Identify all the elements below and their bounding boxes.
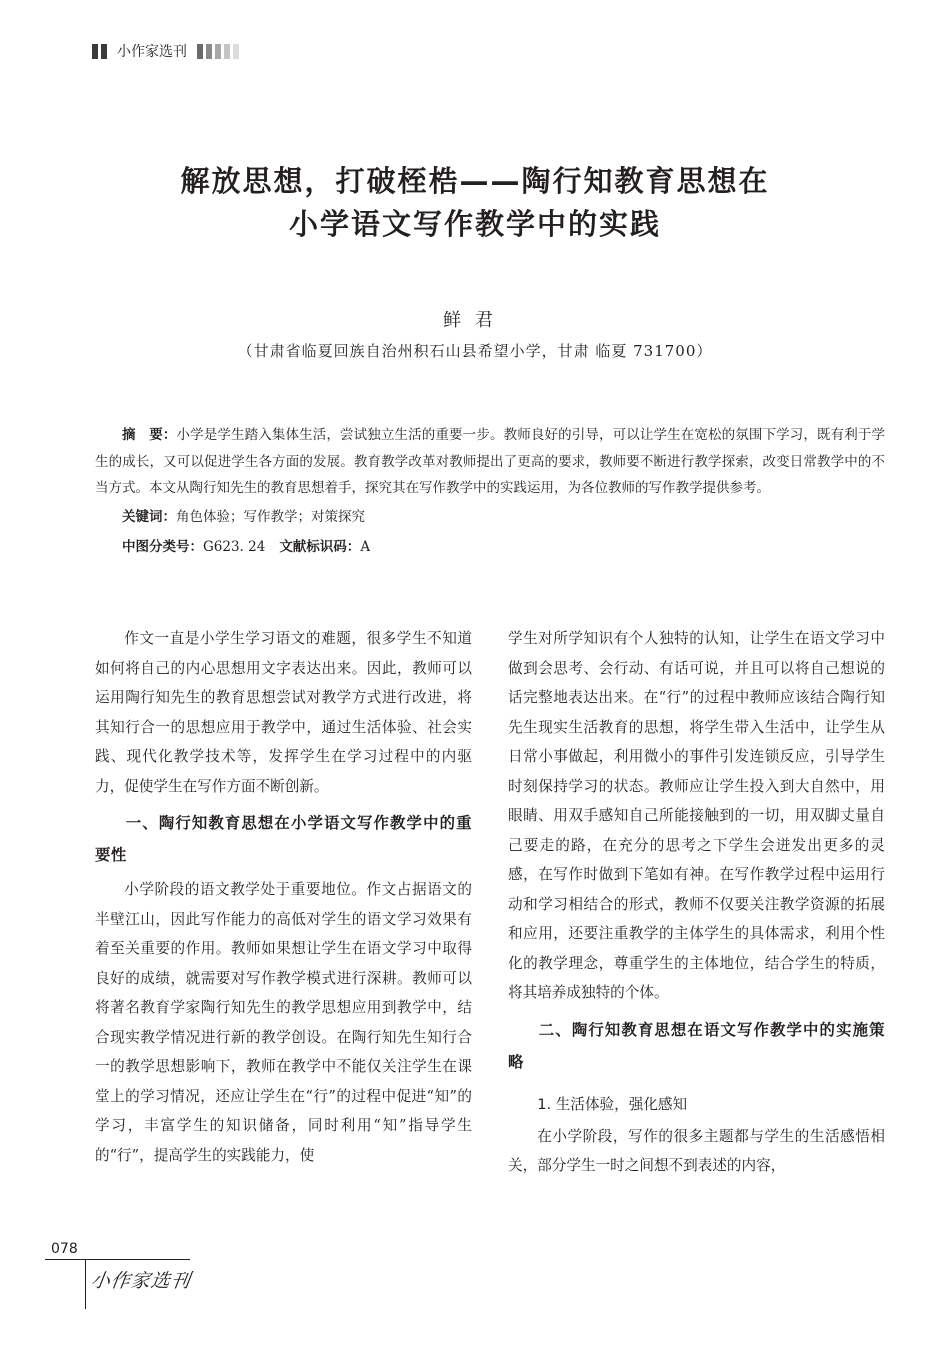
keywords-line bbox=[95, 502, 885, 532]
clc-value: G623. 24 bbox=[203, 538, 266, 555]
section-1-paragraph: 小学阶段的语文教学处于重要地位。作文占据语文的半壁江山，因此写作能力的高低对学生的语文学习效果有着至关重要的作用。教师如果想让学生在语文学习中取得良好的成绩，就需要对写作教学模式进行深耕。教师可以将著名教育学家陶行知先生的教学思想应用到教学中，结合现实教学情况进行新的教学创设。在陶行知先生知行合一的教学思想影响下，教师在教学中不能仅关注学生在课堂上的学习情况，还应让学生在“行”的过程中促进“知”的学习，丰富学生的知识储备，同时利用“知”指导学生的“行”，提高学生的实践能力，使 bbox=[95, 881, 472, 1164]
keywords-text: 角色体验；写作教学；对策探究 bbox=[176, 508, 365, 525]
section-2-heading: 二、陶行知教育思想在语文写作教学中的实施策略 bbox=[508, 1020, 885, 1071]
abstract-text: 小学是学生踏入集体生活，尝试独立生活的重要一步。教师良好的引导，可以让学生在宽松的氛围下学习，既有利于学生的成长，又可以促进学生各方面的发展。教育教学改革对教师提出了更高的要求，教师要不断进行教学探索，改变日常教学中的不当方式。本文从陶行知先生的教育思想着手，探究其在写作教学中的实践运用，为各位教师的写作教学提供参考。 bbox=[95, 427, 886, 496]
article-title bbox=[0, 160, 950, 246]
footer-rule bbox=[45, 1259, 190, 1260]
magazine-logo: 小作家选刊 bbox=[89, 1270, 193, 1292]
running-head bbox=[92, 42, 239, 60]
running-head-bars-right bbox=[197, 44, 239, 59]
article-title-line1: 解放思想，打破桎梏——陶行知教育思想在 bbox=[180, 164, 770, 198]
article-title-line2: 小学语文写作教学中的实践 bbox=[288, 207, 661, 241]
subsection-1-paragraph: 在小学阶段，写作的很多主题都与学生的生活感悟相关，部分学生一时之间想不到表述的内容， bbox=[508, 1127, 885, 1174]
abstract-paragraph bbox=[95, 422, 885, 502]
continued-paragraph: 学生对所学知识有个人独特的认知，让学生在语文学习中做到会思考、会行动、有话可说，并且可以将自己想说的话完整地表达出来。在“行”的过程中教师应该结合陶行知先生现实生活教育的思想，将学生带入生活中，让学生从日常小事做起，利用微小的事件引发连锁反应，引导学生时刻保持学习的状态。教师应让学生投入到大自然中，用眼睛、用双手感知自己所能接触到的一切，用双脚丈量自己要走的路，在充分的思考之下学生会迸发出更多的灵感，在写作时做到下笔如有神。在写作教学过程中运用行动和学习相结合的形式，教师不仅要关注教学资源的拓展和应用，还要注重教学的主体学生的具体需求，利用个性化的教学理念，尊重学生的主体地位，结合学生的特质，将其培养成独特的个体。 bbox=[508, 630, 885, 1001]
abstract-block bbox=[95, 422, 885, 562]
keywords-label: 关键词： bbox=[122, 508, 176, 525]
author-affiliation: （甘肃省临夏回族自治州积石山县希望小学，甘肃 临夏 731700） bbox=[237, 342, 713, 360]
running-head-bars-left bbox=[92, 44, 107, 59]
doc-code-value: A bbox=[360, 538, 371, 555]
classification-line bbox=[95, 532, 885, 562]
abstract-label: 摘 要： bbox=[122, 427, 177, 443]
body-column-left bbox=[95, 624, 472, 1170]
page-footer bbox=[45, 1238, 195, 1292]
section-1-heading: 一、陶行知教育思想在小学语文写作教学中的重要性 bbox=[95, 814, 472, 864]
footer-vertical-rule bbox=[85, 1259, 86, 1309]
intro-paragraph: 作文一直是小学生学习语文的难题，很多学生不知道如何将自己的内心思想用文字表达出来。因此，教师可以运用陶行知先生的教育思想尝试对教学方式进行改进，将其知行合一的思想应用于教学中，通过生活体验、社会实践、现代化教学技术等，发挥学生在学习过程中的内驱力，促使学生在写作方面不断创新。 bbox=[95, 630, 472, 795]
doc-code-label: 文献标识码： bbox=[279, 538, 361, 555]
subsection-1-heading: 1. 生活体验，强化感知 bbox=[537, 1095, 688, 1113]
page-number: 078 bbox=[51, 1241, 78, 1257]
author-name: 鲜君 bbox=[443, 310, 507, 331]
running-head-title: 小作家选刊 bbox=[117, 44, 187, 60]
clc-label: 中图分类号： bbox=[122, 538, 203, 555]
body-column-right bbox=[508, 624, 885, 1181]
